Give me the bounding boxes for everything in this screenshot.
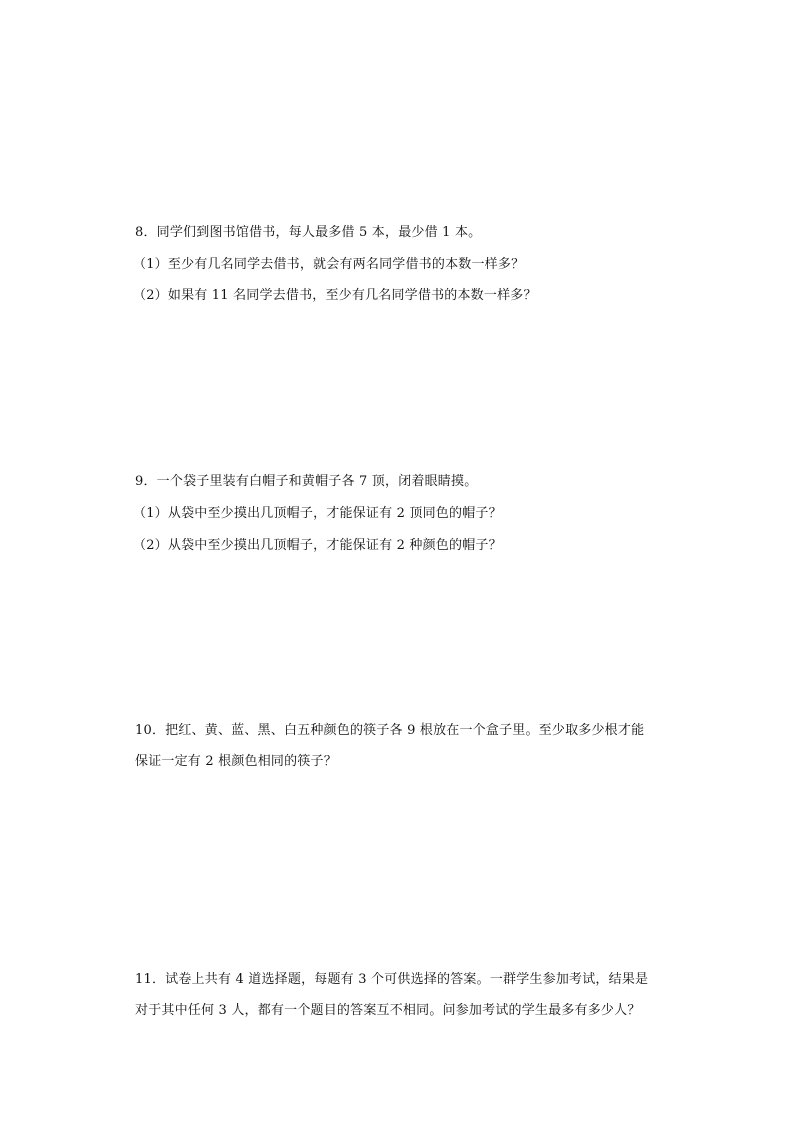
- question-9-part-2: （2）从袋中至少摸出几顶帽子，才能保证有 2 种颜色的帽子？: [133, 538, 502, 553]
- question-10-stem-line-2: 保证一定有 2 根颜色相同的筷子？: [135, 754, 337, 769]
- question-8-part-1: （1）至少有几名同学去借书，就会有两名同学借书的本数一样多？: [133, 257, 525, 272]
- question-8-part-2: （2）如果有 11 名同学去借书，至少有几名同学借书的本数一样多？: [133, 288, 537, 303]
- question-9-part-1: （1）从袋中至少摸出几顶帽子，才能保证有 2 顶同色的帽子？: [133, 506, 502, 521]
- question-9-stem: 9．一个袋子里装有白帽子和黄帽子各 7 顶，闭着眼睛摸。: [135, 474, 478, 489]
- question-8-stem: 8．同学们到图书馆借书，每人最多借 5 本，最少借 1 本。: [135, 225, 482, 240]
- question-11-stem-line-2: 对于其中任何 3 人，都有一个题目的答案互不相同。问参加考试的学生最多有多少人？: [135, 1003, 641, 1018]
- question-11-stem-line-1: 11．试卷上共有 4 道选择题，每题有 3 个可供选择的答案。一群学生参加考试，结果是: [135, 972, 649, 987]
- question-10-stem-line-1: 10．把红、黄、蓝、黑、白五种颜色的筷子各 9 根放在一个盒子里。至少取多少根才能: [135, 723, 645, 738]
